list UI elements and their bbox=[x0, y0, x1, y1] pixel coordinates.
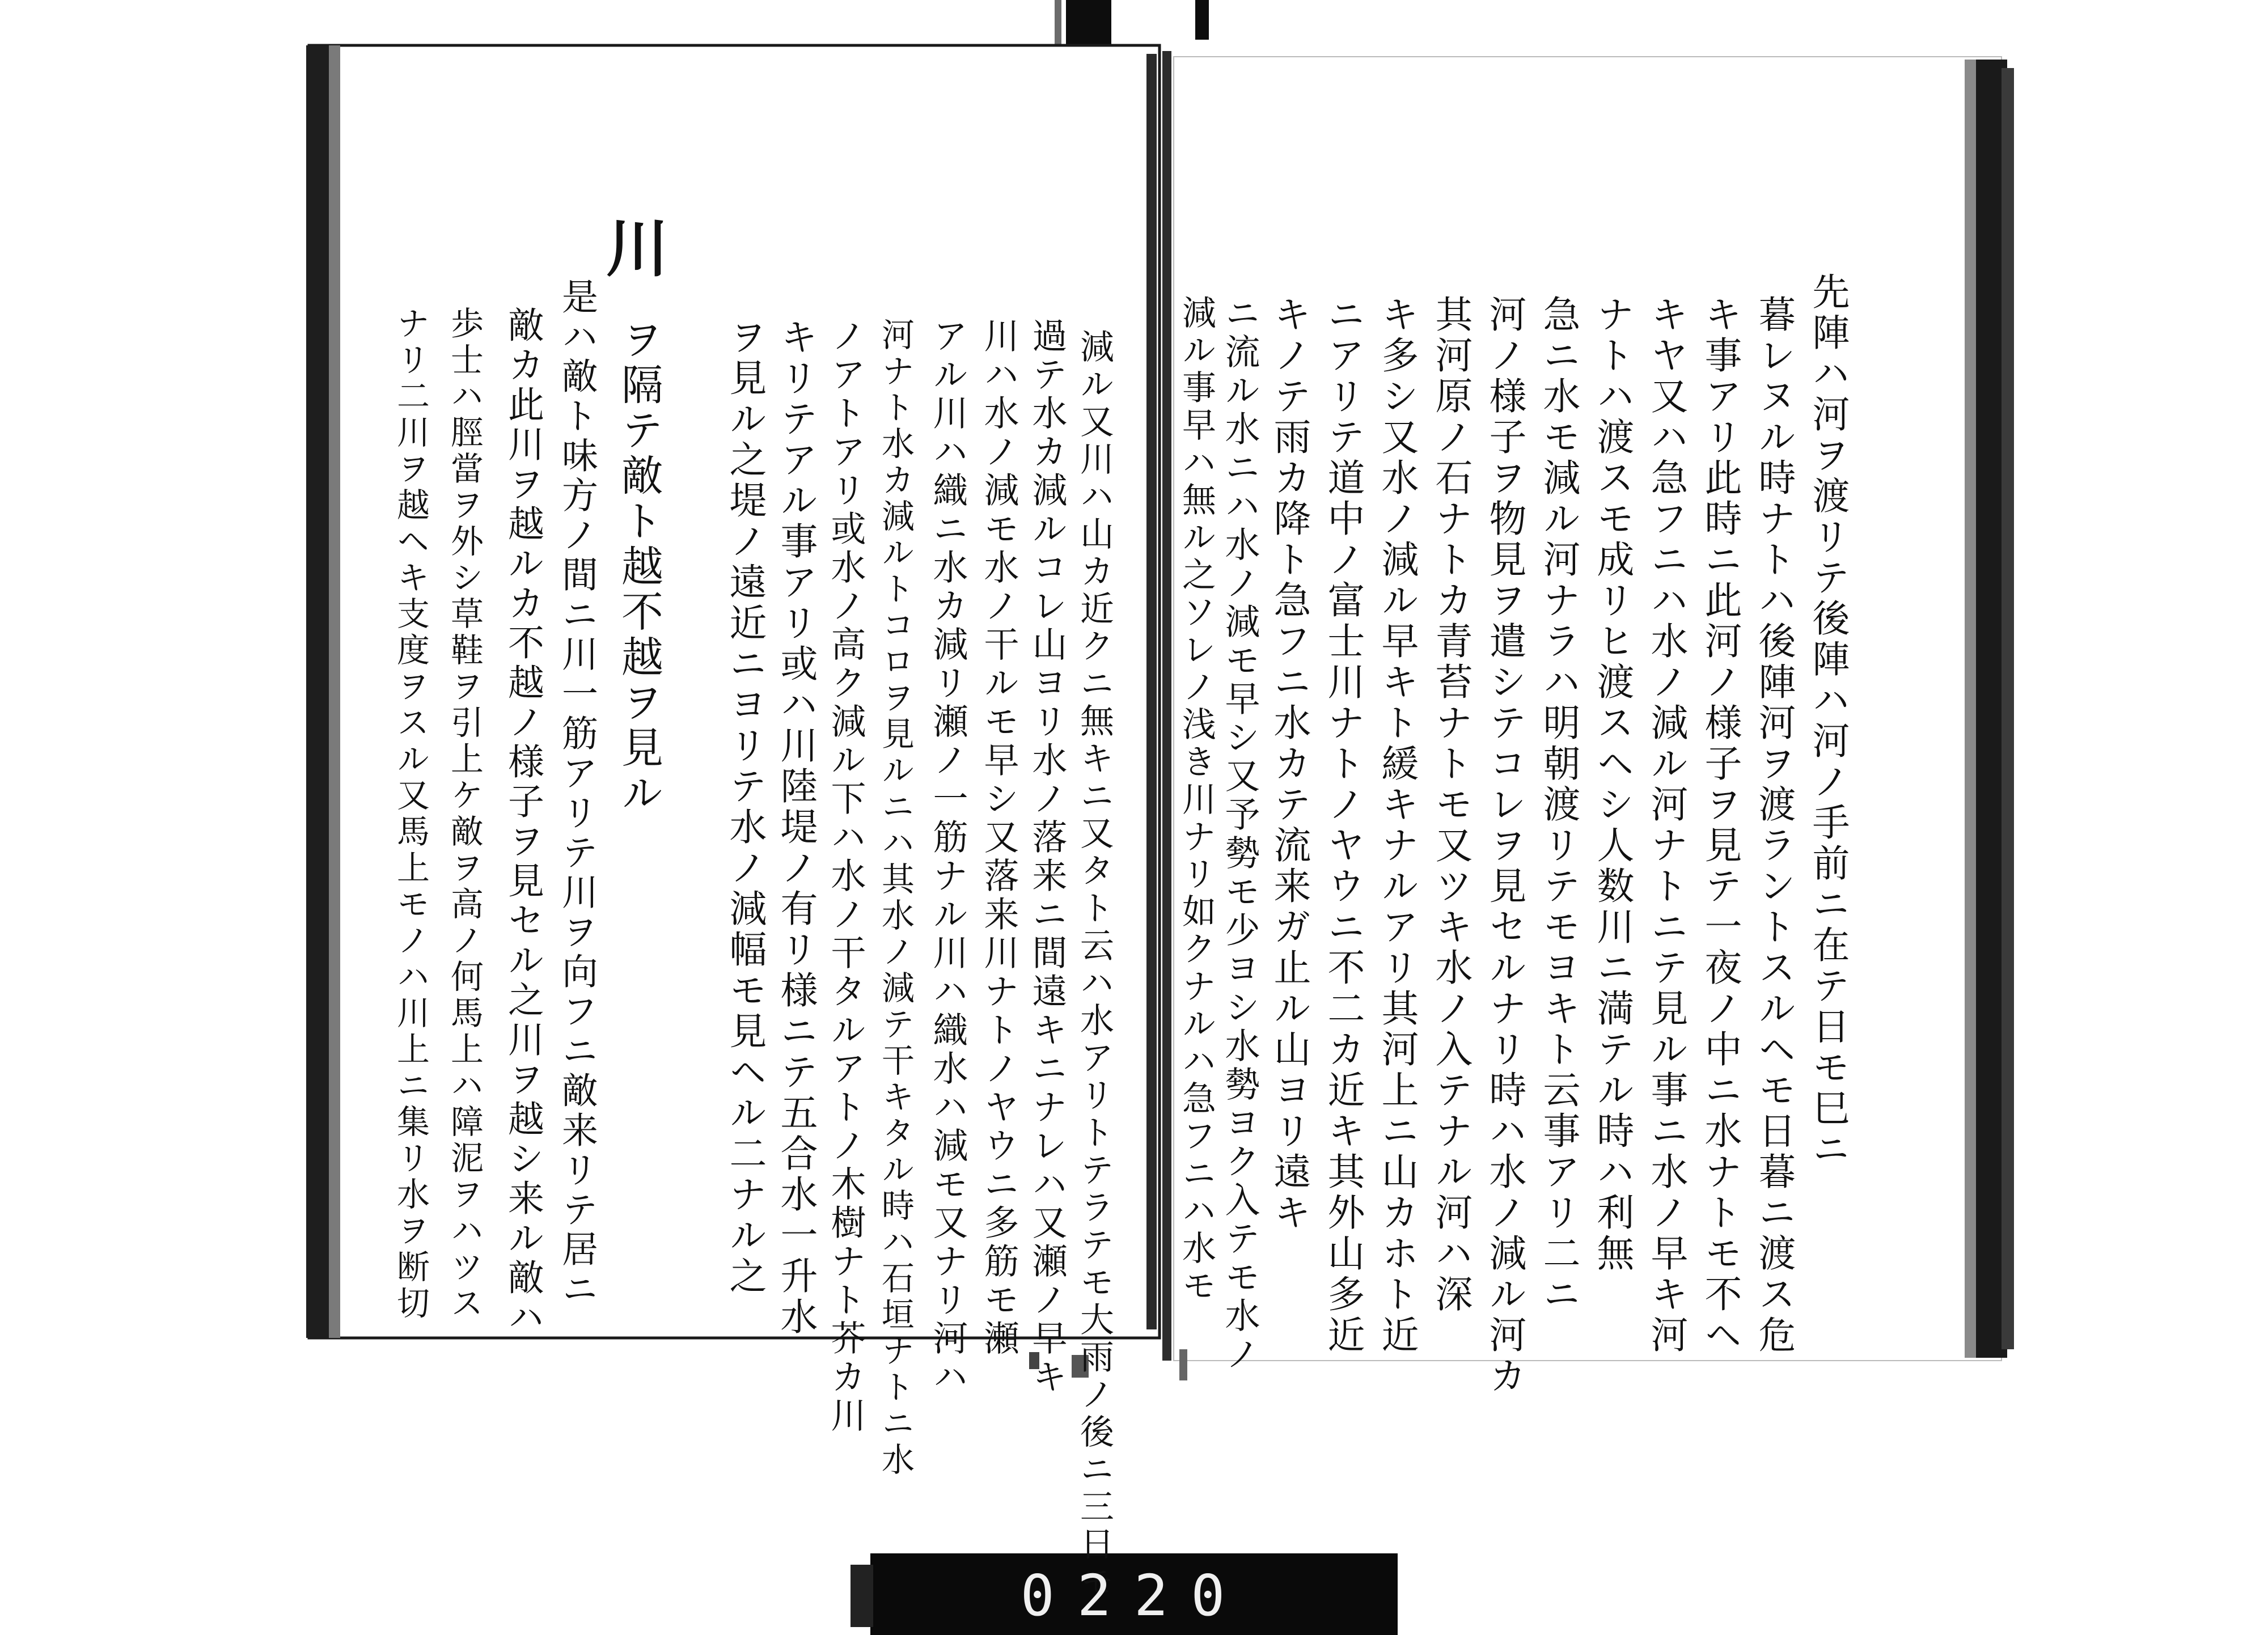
text-column: キ事アリ此時ニ此河ノ様子ヲ見テ一夜ノ中ニ水ナトモ不ヘ bbox=[1698, 295, 1742, 1356]
text-column: キヤ又ハ急フニハ水ノ減ル河ナトニテ見ル事ニ水ノ早キ河 bbox=[1644, 295, 1688, 1356]
bottom-mark-3 bbox=[1179, 1349, 1187, 1380]
text-column: 河ナト水カ減ルトコロヲ見ルニハ其水ノ減テ干キタル時ハ石垣ナトニ水 bbox=[876, 317, 915, 1479]
footer-plate-number: 0220 bbox=[1020, 1562, 1248, 1629]
section-heading: 川 bbox=[596, 215, 669, 281]
text-column: 急ニ水モ減ル河ナラハ明朝渡リテモヨキト云事アリ二ニ bbox=[1537, 295, 1580, 1315]
text-column: 減ル事早ハ無ル之ソレノ浅き川ナリ如クナルハ急フニハ水モ bbox=[1177, 295, 1216, 1305]
gutter-shadow bbox=[1162, 51, 1171, 1361]
text-column: 其河原ノ石ナトカ青苔ナトモ又ツキ水ノ入テナル河ハ深 bbox=[1429, 295, 1472, 1315]
text-column: ノアトアリ或水ノ高ク減ル下ハ水ノ干タルアトノ木樹ナト芥カ川 bbox=[825, 317, 866, 1435]
text-column: 過テ水カ減ルコレ山ヨリ水ノ落来ニ間遠キニナレハ又瀬ノ早キ bbox=[1026, 317, 1068, 1397]
text-column: ナトハ渡スモ成リヒ渡スヘシ人数川ニ満テル時ハ利無 bbox=[1590, 295, 1634, 1274]
text-column: ニアリテ道中ノ富士川ナトノヤウニ不二カ近キ其外山多近 bbox=[1321, 295, 1365, 1356]
text-column: 敵カ此川ヲ越ルカ不越ノ様子ヲ見セル之川ヲ越シ来ル敵ハ bbox=[502, 306, 544, 1338]
text-column: 河ノ様子ヲ物見ヲ遣シテコレヲ見セルナリ時ハ水ノ減ル河カ bbox=[1483, 295, 1526, 1397]
section-title: ヲ隔テ敵ト越不越ヲ見ル bbox=[615, 317, 663, 816]
text-column: アル川ハ織ニ水カ減リ瀬ノ一筋ナル川ハ織水ハ減モ又ナリ河ハ bbox=[927, 317, 968, 1397]
text-column: ナリ二川ヲ越ヘキ支度ヲスル又馬上モノハ川上ニ集リ水ヲ断切 bbox=[391, 306, 430, 1322]
text-column: ニ流ル水ニハ水ノ減モ早シ又予勢モ少ヨシ水勢ヨク入テモ水ノ bbox=[1219, 295, 1260, 1374]
text-column: 減ル又川ハ山カ近クニ無キニ又タト云ハ水アリトテラテモ大雨ノ後ニ三日モ bbox=[1074, 329, 1114, 1601]
top-binding-mark bbox=[1066, 0, 1111, 45]
top-binding-mark-2 bbox=[1195, 0, 1209, 40]
text-column: キリテアル事アリ或ハ川陸堤ノ有リ様ニテ五合水一升水 bbox=[774, 317, 818, 1338]
top-binding-shadow bbox=[1055, 0, 1061, 51]
text-column: 是ハ敵ト味方ノ間ニ川一筋アリテ川ヲ向フニ敵来リテ居ニ bbox=[556, 278, 598, 1310]
text-column: 歩士ハ脛當ヲ外シ草鞋ヲ引上ケ敵ヲ高ノ何馬上ハ障泥ヲハツス bbox=[445, 306, 484, 1322]
text-column: 先陣ハ河ヲ渡リテ後陣ハ河ノ手前ニ在テ日モ巳ニ bbox=[1806, 272, 1850, 1170]
text-column: 川ハ水ノ減モ水ノ干ルモ早シ又落来川ナトノヤウニ多筋モ瀬 bbox=[978, 317, 1019, 1358]
text-column: キ多シ又水ノ減ル早キト緩キナルアリ其河上ニ山カホト近 bbox=[1375, 295, 1419, 1356]
text-column: 暮レヌル時ナトハ後陣河ヲ渡ラントスルヘモ日暮ニ渡ス危 bbox=[1752, 295, 1796, 1356]
text-column: キノテ雨カ降ト急フニ水カテ流来ガ止ル山ヨリ遠キ bbox=[1267, 295, 1311, 1234]
text-column: ヲ見ル之堤ノ遠近ニヨリテ水ノ減幅モ見ヘル二ナル之 bbox=[723, 317, 767, 1297]
